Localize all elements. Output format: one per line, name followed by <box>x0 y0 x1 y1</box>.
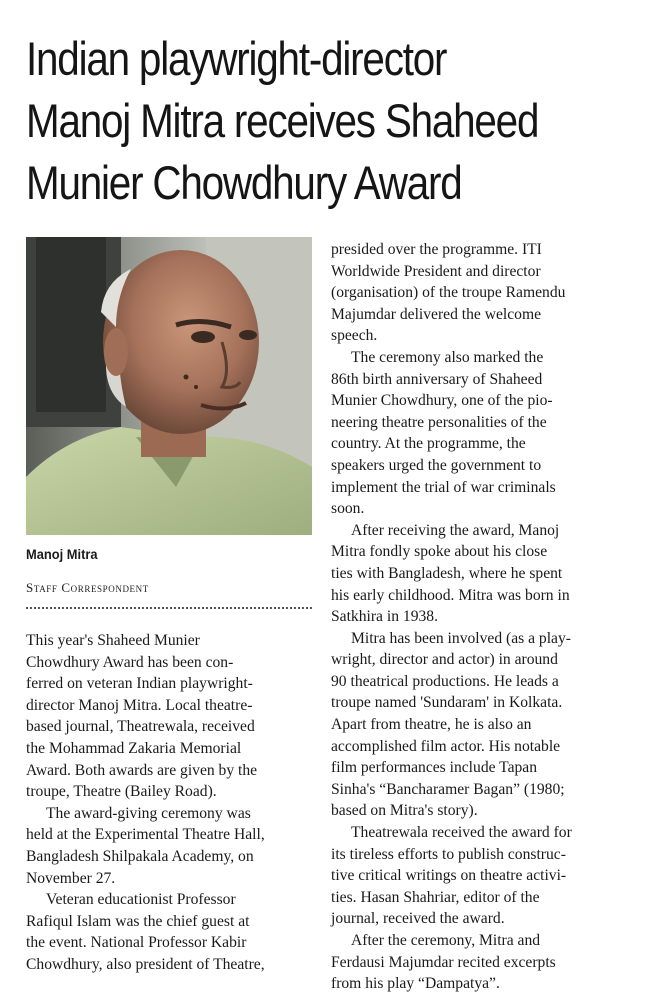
dotted-divider <box>26 607 312 609</box>
text-line: Mitra fondly spoke about his close <box>331 543 548 561</box>
text-line: its tireless efforts to publish construc- <box>331 845 566 863</box>
headline-line: Manoj Mitra receives Shaheed <box>26 94 539 147</box>
text-line: After receiving the award, Manoj <box>351 521 560 539</box>
text-line: Majumdar delivered the welcome <box>331 305 541 323</box>
text-line: Ferdausi Majumdar recited excerpts <box>331 953 556 971</box>
text-line: Sinha's “Bancharamer Bagan” (1980; <box>331 780 565 798</box>
text-line: based journal, Theatrewala, received <box>26 718 255 736</box>
text-line: based on Mitra's story). <box>331 802 478 820</box>
text-line: 86th birth anniversary of Shaheed <box>331 370 543 388</box>
text-line: implement the trial of war criminals <box>331 478 556 496</box>
text-line: Award. Both awards are given by the <box>26 761 258 779</box>
text-line: 90 theatrical productions. He leads a <box>331 672 559 690</box>
text-line: Mitra has been involved (as a play- <box>351 629 571 647</box>
article-column-right <box>331 239 631 995</box>
text-line: Apart from theatre, he is also an <box>331 716 532 734</box>
text-line: accomplished film actor. His notable <box>331 737 561 755</box>
text-line: This year's Shaheed Munier <box>26 632 200 649</box>
text-line: wright, director and actor) in around <box>331 651 558 669</box>
text-line: the Mohammad Zakaria Memorial <box>26 739 242 757</box>
text-line: ferred on veteran Indian playwright- <box>26 675 253 693</box>
text-line: ties with Bangladesh, where he spent <box>331 564 563 582</box>
text-line: director Manoj Mitra. Local theatre- <box>26 696 253 714</box>
text-line: Satkhira in 1938. <box>331 608 438 626</box>
headline-line: Munier Chowdhury Award <box>26 156 462 209</box>
text-line: November 27. <box>26 869 116 887</box>
text-line: soon. <box>331 500 365 518</box>
text-line: The award-giving ceremony was <box>46 804 251 822</box>
text-line: the event. National Professor Kabir <box>26 934 247 952</box>
text-line: troupe named 'Sundaram' in Kolkata. <box>331 694 563 712</box>
text-line: The ceremony also marked the <box>351 348 544 366</box>
byline: Staff Correspondent <box>26 580 149 595</box>
text-line: country. At the programme, the <box>331 435 526 453</box>
photo-caption: Manoj Mitra <box>26 546 98 562</box>
text-line: held at the Experimental Theatre Hall, <box>26 826 265 844</box>
text-line: ties. Hasan Shahriar, editor of the <box>331 888 540 906</box>
text-line: journal, received the award. <box>331 910 505 928</box>
text-line: Theatrewala received the award for <box>351 824 572 842</box>
text-line: neering theatre personalities of the <box>331 413 547 431</box>
text-line: Chowdhury, also president of Theatre, <box>26 955 265 973</box>
text-line: Bangladesh Shilpakala Academy, on <box>26 847 254 865</box>
text-line: After the ceremony, Mitra and <box>351 932 541 949</box>
portrait-photo <box>26 237 312 535</box>
text-line: speakers urged the government to <box>331 456 542 474</box>
text-line: tive critical writings on theatre activi- <box>331 867 567 885</box>
text-line: Rafiqul Islam was the chief guest at <box>26 912 250 930</box>
text-line: troupe, Theatre (Bailey Road). <box>26 783 217 801</box>
article-column-left <box>26 630 316 976</box>
text-line: film performances include Tapan <box>331 759 538 777</box>
text-line: Munier Chowdhury, one of the pio- <box>331 392 553 410</box>
text-line: presided over the programme. ITI <box>331 241 542 258</box>
headline <box>26 28 559 214</box>
headline-line: Indian playwright-director <box>26 32 447 85</box>
text-line: his early childhood. Mitra was born in <box>331 586 570 604</box>
text-line: speech. <box>331 327 378 345</box>
text-line: Chowdhury Award has been con- <box>26 653 234 671</box>
text-line: Veteran educationist Professor <box>46 891 236 909</box>
text-line: (organisation) of the troupe Ramendu <box>331 284 566 302</box>
text-line: from his play “Dampatya”. <box>331 975 500 993</box>
text-line: Worldwide President and director <box>331 262 541 280</box>
